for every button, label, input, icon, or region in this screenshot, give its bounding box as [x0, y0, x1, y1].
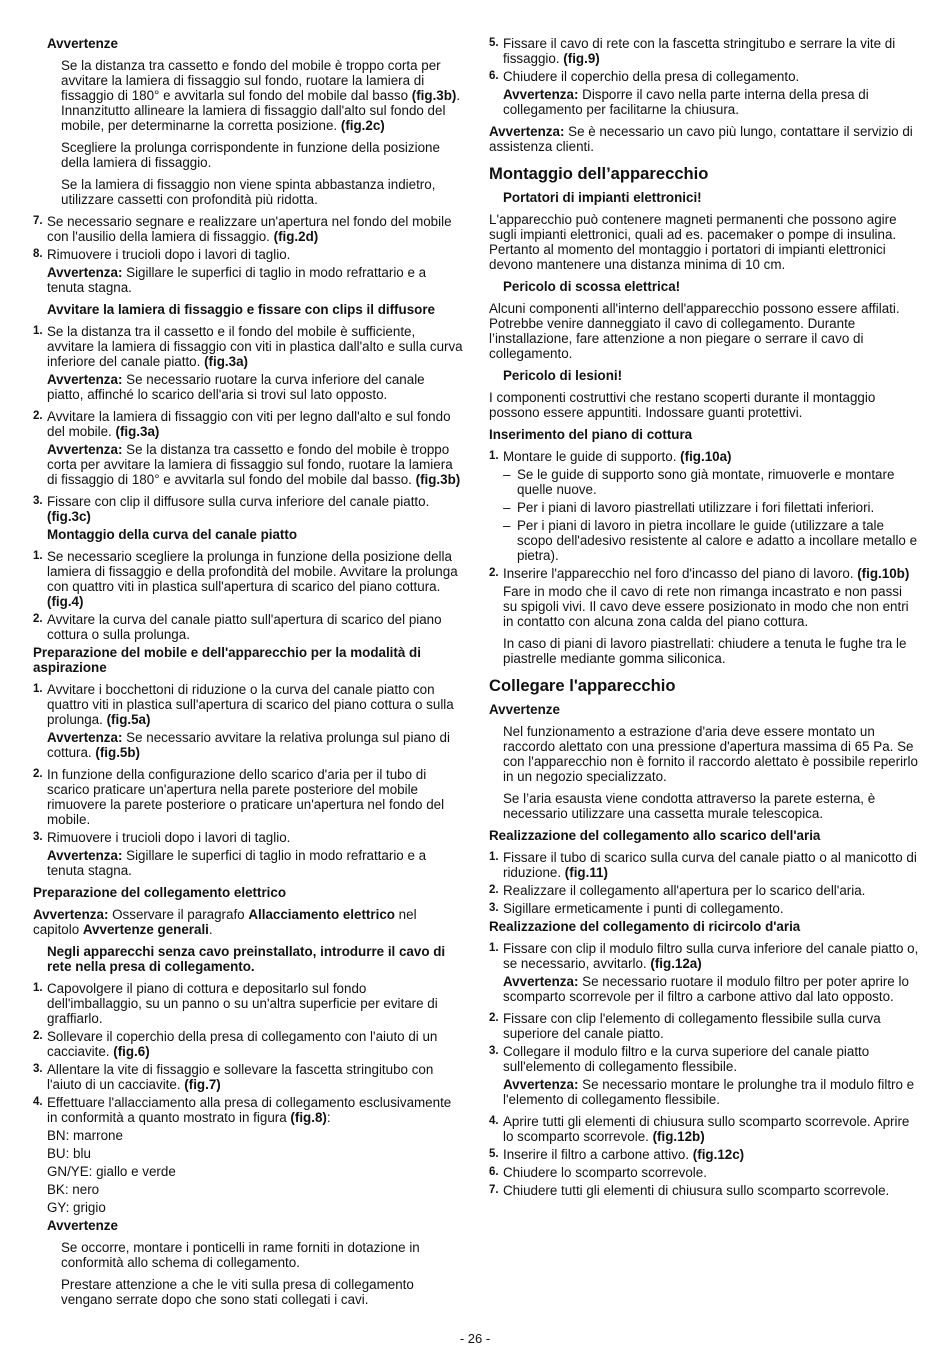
- note-paragraph: Avvertenza: Sigillare le superfici di taglio in modo refrattario e a tenuta stagna.: [47, 265, 427, 295]
- paragraph: I componenti costruttivi che restano scoperti durante il montaggio possono essere appuntiti. Indossare guanti protettivi.: [489, 390, 876, 420]
- step-number: 1.: [33, 550, 43, 562]
- wire-color-item: BU: blu: [47, 1146, 91, 1161]
- note-label: Avvertenza:: [489, 124, 565, 139]
- dash-text: Se le guide di supporto sono già montate, rimuoverle e montare quelle nuove.: [517, 467, 895, 497]
- step-number: 5.: [489, 1148, 499, 1160]
- subheading: Negli apparecchi senza cavo preinstallato, introdurre il cavo di rete nella presa di collegamento.: [47, 944, 446, 974]
- subheading: Realizzazione del collegamento allo scarico dell'aria: [489, 828, 821, 843]
- numbered-step: [33, 830, 463, 845]
- step-text: Rimuovere i trucioli dopo i lavori di taglio.: [47, 830, 291, 845]
- numbered-step: [489, 1183, 919, 1198]
- numbered-step: [489, 1147, 919, 1162]
- step-number: 2.: [489, 884, 499, 896]
- numbered-step: [489, 449, 919, 464]
- note-paragraph: Avvertenza: Se necessario ruotare il modulo filtro per poter aprire lo scomparto scorrevole per il filtro a carbone attivo dal lato opposto.: [503, 974, 909, 1004]
- step-text: Chiudere lo scomparto scorrevole.: [503, 1165, 707, 1180]
- subheading: Realizzazione del collegamento di ricircolo d'aria: [489, 919, 801, 934]
- note-paragraph: Avvertenza: Se necessario avvitare la relativa prolunga sul piano di cottura. (fig.5b): [47, 730, 450, 760]
- wire-color-item: BN: marrone: [47, 1128, 123, 1143]
- step-number: 2.: [33, 1030, 43, 1042]
- paragraph: Se l’aria esausta viene condotta attraverso la parete esterna, è necessario utilizzare una cassetta murale telescopica.: [503, 791, 876, 821]
- subheading: Avvitare la lamiera di fissaggio e fissare con clips il diffusore: [47, 302, 435, 317]
- note-label: Avvertenza:: [33, 907, 109, 922]
- paragraph: Fare in modo che il cavo di rete non rimanga incastrato e non passi su spigoli vivi. Il cavo deve essere posizionato in modo che non entri in contatto con alcuna zona calda del piano cottura.: [503, 584, 909, 629]
- note-label: Avvertenza:: [47, 442, 123, 457]
- numbered-step: [489, 1165, 919, 1180]
- step-text: Collegare il modulo filtro e la curva superiore del canale piatto sull'elemento di collegamento flessibile.: [503, 1044, 870, 1074]
- paragraph: Se occorre, montare i ponticelli in rame forniti in dotazione in conformità allo schema di collegamento.: [61, 1240, 420, 1270]
- paragraph: Alcuni componenti all'interno dell'apparecchio possono essere affilati. Potrebbe venire danneggiato il cavo di collegamento. Durante l’installazione, fare attenzione a non piegare o serrare il cavo di collegamento.: [489, 301, 900, 361]
- step-text: Inserire l'apparecchio nel foro d'incasso del piano di lavoro. (fig.10b): [503, 566, 910, 581]
- numbered-step: [33, 1062, 463, 1092]
- paragraph: Se la distanza tra cassetto e fondo del mobile è troppo corta per avvitare la lamiera di fissaggio sul fondo, ruotare la lamiera di fissaggio di 180° e avvitarla sul fondo del mobile dal basso (fig.3b). Innanzitutto allineare la lamiera di fissaggio dall'alto sul fondo del mobile, per determinarne la corretta posizione. (fig.2c): [61, 58, 461, 133]
- note-paragraph: Avvertenza: Se necessario ruotare la curva inferiore del canale piatto, affinché lo scarico dell'aria si trovi sul lato opposto.: [47, 372, 425, 402]
- step-number: 6.: [489, 70, 499, 82]
- note-label: Avvertenza:: [47, 372, 123, 387]
- step-text: Realizzare il collegamento all'apertura per lo scarico dell'aria.: [503, 883, 866, 898]
- step-text: Allentare la vite di fissaggio e sollevare la fascetta stringitubo con l'aiuto di un cacciavite. (fig.7): [47, 1062, 434, 1092]
- step-number: 4.: [489, 1115, 499, 1127]
- subheading: Avvertenze: [47, 36, 118, 51]
- step-number: 4.: [33, 1096, 43, 1108]
- step-text: Sollevare il coperchio della presa di collegamento con l'aiuto di un cacciavite. (fig.6): [47, 1029, 438, 1059]
- step-number: 8.: [33, 248, 43, 260]
- step-text: Se necessario scegliere la prolunga in funzione della posizione della lamiera di fissaggio e della profondità del mobile. Avvitare la prolunga con quattro viti in plastica sull'apertura di scarico del piano cottura. (fig.4): [47, 549, 458, 609]
- step-text: Chiudere il coperchio della presa di collegamento.: [503, 69, 800, 84]
- paragraph: Se la lamiera di fissaggio non viene spinta abbastanza indietro, utilizzare cassetti con profondità più ridotta.: [61, 177, 436, 207]
- step-number: 7.: [33, 215, 43, 227]
- numbered-step: [33, 409, 463, 439]
- step-text: Avvitare la lamiera di fissaggio con viti per legno dall'alto e sul fondo del mobile. (fig.3a): [47, 409, 451, 439]
- step-text: Avvitare i bocchettoni di riduzione o la curva del canale piatto con quattro viti in plastica sull'apertura di scarico del piano cottura o sulla prolunga. (fig.5a): [47, 682, 454, 727]
- numbered-step: [33, 682, 463, 727]
- subheading: Inserimento del piano di cottura: [489, 427, 693, 442]
- step-text: Fissare con clip il modulo filtro sulla curva inferiore del canale piatto o, se necessario, avvitarlo. (fig.12a): [503, 941, 919, 971]
- note-paragraph: Avvertenza: Disporre il cavo nella parte interna della presa di collegamento per facilitarne la chiusura.: [503, 87, 869, 117]
- wire-color-item: GN/YE: giallo e verde: [47, 1164, 176, 1179]
- numbered-step: [33, 324, 463, 369]
- note-paragraph: Avvertenza: Se necessario montare le prolunghe tra il modulo filtro e l'elemento di collegamento flessibile.: [503, 1077, 915, 1107]
- note-paragraph: Avvertenza: Osservare il paragrafo Allacciamento elettrico nel capitolo Avvertenze generali.: [33, 907, 417, 937]
- note-label: Avvertenza:: [47, 265, 123, 280]
- left-column: [33, 36, 463, 1314]
- dash-item: [489, 518, 919, 563]
- paragraph: L'apparecchio può contenere magneti permanenti che possono agire sugli impianti elettronici, quali ad es. pacemaker o pompe di insulina. Pertanto al momento del montaggio i portatori di impianti elettronici devono mantenere una distanza minima di 10 cm.: [489, 212, 897, 272]
- paragraph: Scegliere la prolunga corrispondente in funzione della posizione della lamiera di fissaggio.: [61, 140, 440, 170]
- numbered-step: [489, 566, 919, 581]
- note-paragraph: Avvertenza: Se è necessario un cavo più lungo, contattare il servizio di assistenza clienti.: [489, 124, 913, 154]
- step-text: Montare le guide di supporto. (fig.10a): [503, 449, 732, 464]
- dash-item: [489, 500, 919, 515]
- right-column: [489, 36, 919, 1201]
- numbered-step: [33, 981, 463, 1026]
- step-number: 2.: [33, 768, 43, 780]
- step-text: Capovolgere il piano di cottura e depositarlo sul fondo dell'imballaggio, su un panno o su un'altra superficie per evitare di graffiarlo.: [47, 981, 438, 1026]
- subheading: Preparazione del collegamento elettrico: [33, 885, 287, 900]
- dash-text: Per i piani di lavoro piastrellati utilizzare i fori filettati inferiori.: [517, 500, 875, 515]
- step-text: Aprire tutti gli elementi di chiusura sullo scomparto scorrevole. Aprire lo scomparto scorrevole. (fig.12b): [503, 1114, 910, 1144]
- numbered-step: [489, 1011, 919, 1041]
- subheading: Avvertenze: [489, 702, 560, 717]
- step-text: Se necessario segnare e realizzare un'apertura nel fondo del mobile con l'ausilio della lamiera di fissaggio. (fig.2d): [47, 214, 452, 244]
- paragraph: Nel funzionamento a estrazione d'aria deve essere montato un raccordo alettato con una pressione d'apertura massima di 65 Pa. Se con l'apparecchio non è fornito il raccordo alettato è possibile reperirlo in un negozio specializzato.: [503, 724, 918, 784]
- step-text: In funzione della configurazione dello scarico d'aria per il tubo di scarico praticare un'apertura nella parete posteriore del mobile rimuovere la parete posteriore o praticare un'apertura nel fondo del mobile.: [47, 767, 445, 827]
- dash-text: Per i piani di lavoro in pietra incollare le guide (utilizzare a tale scopo dell'adesivo resistente al calore e adatto a incollare metallo e pietra).: [517, 518, 918, 563]
- step-text: Fissare il cavo di rete con la fascetta stringitubo e serrare la vite di fissaggio. (fig.9): [503, 36, 896, 66]
- wire-color-item: BK: nero: [47, 1182, 100, 1197]
- numbered-step: [489, 883, 919, 898]
- step-number: 1.: [33, 325, 43, 337]
- note-paragraph: Avvertenza: Se la distanza tra cassetto e fondo del mobile è troppo corta per avvitare la lamiera di fissaggio sul fondo, ruotare la lamiera di fissaggio di 180° e avvitarla sul fondo del mobile dal basso. (fig.3b): [47, 442, 461, 487]
- dash-bullet: –: [503, 467, 511, 482]
- step-number: 5.: [489, 37, 499, 49]
- subheading: Preparazione del mobile e dell'apparecchio per la modalità di aspirazione: [33, 645, 421, 675]
- numbered-step: [33, 214, 463, 244]
- paragraph: In caso di piani di lavoro piastrellati: chiudere a tenuta le fughe tra le piastrelle mediante gomma siliconica.: [503, 636, 907, 666]
- wire-color-item: GY: grigio: [47, 1200, 106, 1215]
- dash-item: [489, 467, 919, 497]
- subheading: Montaggio della curva del canale piatto: [47, 527, 298, 542]
- note-paragraph: Avvertenza: Sigillare le superfici di taglio in modo refrattario e a tenuta stagna.: [47, 848, 427, 878]
- step-number: 2.: [489, 1012, 499, 1024]
- numbered-step: [33, 1029, 463, 1059]
- numbered-step: [33, 612, 463, 642]
- step-text: Se la distanza tra il cassetto e il fondo del mobile è sufficiente, avvitare la lamiera di fissaggio con viti in plastica dall'alto e sulla curva inferiore del canale piatto. (fig.3a): [47, 324, 463, 369]
- step-number: 1.: [33, 982, 43, 994]
- step-number: 3.: [489, 902, 499, 914]
- step-number: 3.: [33, 495, 43, 507]
- note-label: Avvertenza:: [503, 974, 579, 989]
- subheading: Pericolo di scossa elettrica!: [503, 279, 681, 294]
- subheading: Pericolo di lesioni!: [503, 368, 623, 383]
- section-heading: Collegare l'apparecchio: [489, 676, 676, 695]
- step-text: Rimuovere i trucioli dopo i lavori di taglio.: [47, 247, 291, 262]
- step-number: 1.: [489, 942, 499, 954]
- numbered-step: [33, 1095, 463, 1125]
- numbered-step: [33, 767, 463, 827]
- numbered-step: [33, 549, 463, 609]
- numbered-step: [489, 69, 919, 84]
- step-text: Chiudere tutti gli elementi di chiusura sullo scomparto scorrevole.: [503, 1183, 890, 1198]
- step-text: Effettuare l'allacciamento alla presa di collegamento esclusivamente in conformità a quanto mostrato in figura (fig.8):: [47, 1095, 452, 1125]
- step-number: 2.: [33, 410, 43, 422]
- numbered-step: [489, 36, 919, 66]
- numbered-step: [489, 941, 919, 971]
- step-number: 1.: [489, 851, 499, 863]
- numbered-step: [489, 1044, 919, 1074]
- step-number: 7.: [489, 1184, 499, 1196]
- step-number: 6.: [489, 1166, 499, 1178]
- step-number: 1.: [33, 683, 43, 695]
- dash-bullet: –: [503, 518, 511, 533]
- step-number: 3.: [33, 1063, 43, 1075]
- numbered-step: [33, 247, 463, 262]
- dash-bullet: –: [503, 500, 511, 515]
- step-text: Fissare con clip l'elemento di collegamento flessibile sulla curva superiore del canale piatto.: [503, 1011, 881, 1041]
- note-label: Avvertenza:: [47, 730, 123, 745]
- step-number: 3.: [33, 831, 43, 843]
- numbered-step: [489, 1114, 919, 1144]
- step-number: 1.: [489, 450, 499, 462]
- numbered-step: [489, 901, 919, 916]
- step-number: 3.: [489, 1045, 499, 1057]
- numbered-step: [33, 494, 463, 524]
- paragraph: Prestare attenzione a che le viti sulla presa di collegamento vengano serrate dopo che sono stati collegati i cavi.: [61, 1277, 414, 1307]
- section-heading: Montaggio dell’apparecchio: [489, 164, 709, 183]
- note-label: Avvertenza:: [503, 87, 579, 102]
- step-text: Avvitare la curva del canale piatto sull'apertura di scarico del piano cottura o sulla prolunga.: [47, 612, 442, 642]
- page-number: - 26 -: [459, 1331, 491, 1346]
- step-text: Sigillare ermeticamente i punti di collegamento.: [503, 901, 784, 916]
- step-text: Fissare con clip il diffusore sulla curva inferiore del canale piatto. (fig.3c): [47, 494, 430, 524]
- numbered-step: [489, 850, 919, 880]
- subheading: Avvertenze: [47, 1218, 118, 1233]
- subheading: Portatori di impianti elettronici!: [503, 190, 702, 205]
- note-label: Avvertenza:: [47, 848, 123, 863]
- note-label: Avvertenza:: [503, 1077, 579, 1092]
- step-number: 2.: [33, 613, 43, 625]
- step-number: 2.: [489, 567, 499, 579]
- step-text: Fissare il tubo di scarico sulla curva del canale piatto o al manicotto di riduzione. (fig.11): [503, 850, 917, 880]
- step-text: Inserire il filtro a carbone attivo. (fig.12c): [503, 1147, 745, 1162]
